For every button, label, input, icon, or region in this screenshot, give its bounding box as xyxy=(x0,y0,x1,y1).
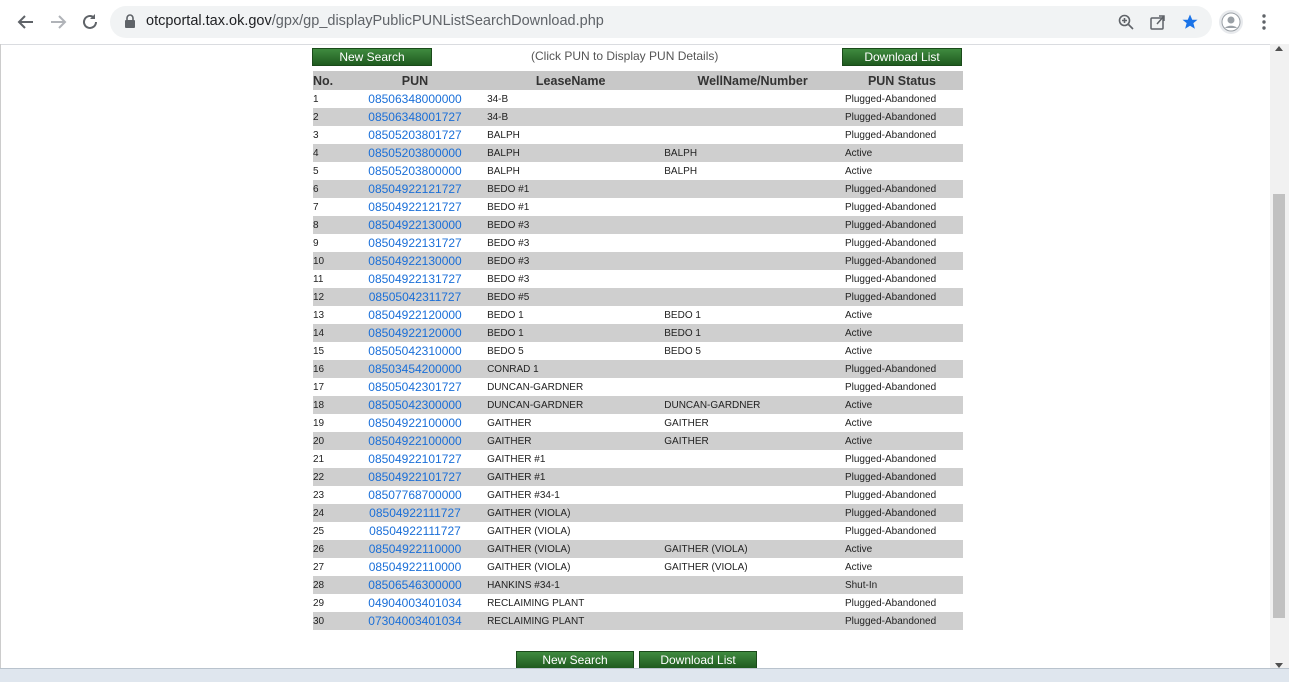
lease-name-cell: CONRAD 1 xyxy=(477,360,664,378)
row-number-cell: 28 xyxy=(313,576,353,594)
pun-link[interactable]: 08504922121727 xyxy=(368,182,462,196)
pun-link-cell xyxy=(353,576,477,594)
table-row xyxy=(313,108,963,126)
row-number-cell: 10 xyxy=(313,252,353,270)
pun-link-cell xyxy=(353,396,477,414)
pun-status-cell: Plugged-Abandoned xyxy=(844,525,937,537)
table-row xyxy=(313,234,963,252)
pun-link[interactable]: 08504922110000 xyxy=(368,560,462,574)
lease-name-cell: GAITHER (VIOLA) xyxy=(487,525,571,537)
row-number-cell: 22 xyxy=(313,468,353,486)
well-name-cell xyxy=(664,270,841,288)
well-name-cell xyxy=(664,360,841,378)
well-name-cell xyxy=(664,522,841,540)
lease-name-cell: HANKINS #34-1 xyxy=(477,576,664,594)
pun-status-cell: Active xyxy=(841,324,963,342)
row-number-cell: 29 xyxy=(313,597,325,609)
pun-link-cell xyxy=(353,450,477,468)
col-header-wellname: WellName/Number xyxy=(664,71,841,90)
pun-link[interactable]: 08505042301727 xyxy=(368,380,462,394)
table-row xyxy=(313,216,963,234)
table-row xyxy=(313,396,963,414)
table-row xyxy=(313,612,963,630)
well-name-cell xyxy=(664,450,841,468)
pun-status-cell: Plugged-Abandoned xyxy=(841,468,963,486)
pun-link[interactable]: 08505203800000 xyxy=(368,164,462,178)
row-number-cell: 3 xyxy=(313,129,319,141)
pun-link-cell xyxy=(353,504,477,522)
well-name-cell xyxy=(664,252,841,270)
row-number-cell: 9 xyxy=(313,237,319,249)
pun-link-cell xyxy=(353,252,477,270)
pun-link[interactable]: 08504922101727 xyxy=(368,470,462,484)
row-number-cell: 24 xyxy=(313,504,353,522)
pun-link-cell xyxy=(353,198,477,216)
lease-name-cell: GAITHER #1 xyxy=(477,468,664,486)
new-search-button[interactable]: New Search xyxy=(312,48,432,66)
pun-link[interactable]: 08504922101727 xyxy=(368,452,462,466)
forward-arrow-icon[interactable] xyxy=(46,10,70,34)
pun-status-cell: Active xyxy=(844,417,873,429)
pun-link-cell xyxy=(353,126,477,144)
pun-status-cell: Active xyxy=(844,309,873,321)
pun-link-cell xyxy=(353,180,477,198)
pun-link[interactable]: 08503454200000 xyxy=(368,362,462,376)
well-name-cell: GAITHER (VIOLA) xyxy=(664,561,748,573)
pun-link-cell xyxy=(353,558,477,576)
scroll-thumb[interactable] xyxy=(1273,194,1285,618)
col-header-leasename: LeaseName xyxy=(477,71,664,90)
os-taskbar xyxy=(0,668,1289,682)
row-number-cell: 8 xyxy=(313,216,353,234)
row-number-cell: 11 xyxy=(313,273,324,285)
table-row xyxy=(313,270,963,288)
lease-name-cell: GAITHER xyxy=(477,432,664,450)
table-row xyxy=(313,558,963,576)
row-number-cell: 18 xyxy=(313,396,353,414)
lock-icon xyxy=(124,14,136,33)
pun-status-cell: Plugged-Abandoned xyxy=(844,381,937,393)
lease-name-cell: BEDO #3 xyxy=(487,273,530,285)
lease-name-cell: GAITHER (VIOLA) xyxy=(487,561,571,573)
pun-status-cell: Plugged-Abandoned xyxy=(844,489,937,501)
table-row xyxy=(313,144,963,162)
well-name-cell xyxy=(664,234,841,252)
pun-link[interactable]: 08504922131727 xyxy=(368,272,462,286)
profile-avatar-icon[interactable] xyxy=(1219,10,1243,34)
pun-link[interactable]: 07304003401034 xyxy=(368,614,462,628)
pun-link-cell xyxy=(353,360,477,378)
table-header-row xyxy=(313,71,963,90)
well-name-cell xyxy=(664,486,841,504)
pun-link-cell xyxy=(353,270,477,288)
well-name-cell xyxy=(664,126,841,144)
lease-name-cell: BEDO #3 xyxy=(487,237,530,249)
pun-link[interactable]: 08504922130000 xyxy=(368,218,462,232)
pun-link[interactable]: 04904003401034 xyxy=(368,596,462,610)
click-pun-hint: (Click PUN to Display PUN Details) xyxy=(531,49,719,63)
pun-status-cell: Plugged-Abandoned xyxy=(844,453,937,465)
table-row xyxy=(313,360,963,378)
pun-status-cell: Plugged-Abandoned xyxy=(841,504,963,522)
pun-link[interactable]: 08507768700000 xyxy=(368,488,462,502)
pun-link[interactable]: 08505203801727 xyxy=(368,128,462,142)
row-number-cell: 30 xyxy=(313,612,353,630)
pun-table xyxy=(313,71,963,630)
pun-status-cell: Active xyxy=(844,165,873,177)
share-icon[interactable] xyxy=(1148,12,1168,32)
bottom-new-search-button[interactable]: New Search xyxy=(516,651,634,668)
row-number-cell: 15 xyxy=(313,345,325,357)
well-name-cell: BEDO 1 xyxy=(664,324,841,342)
pun-status-cell: Plugged-Abandoned xyxy=(844,597,937,609)
pun-status-cell: Active xyxy=(841,396,963,414)
lease-name-cell: GAITHER #34-1 xyxy=(487,489,560,501)
pun-status-cell: Shut-In xyxy=(841,576,963,594)
bottom-download-list-button[interactable]: Download List xyxy=(639,651,757,668)
table-row xyxy=(313,306,963,324)
row-number-cell: 26 xyxy=(313,540,353,558)
pun-link-cell xyxy=(353,468,477,486)
lease-name-cell: BALPH xyxy=(477,144,664,162)
table-row xyxy=(313,90,963,108)
pun-link-cell xyxy=(353,594,477,612)
row-number-cell: 21 xyxy=(313,453,325,465)
lease-name-cell: BEDO #3 xyxy=(477,252,664,270)
well-name-cell xyxy=(664,108,841,126)
well-name-cell xyxy=(664,90,841,108)
well-name-cell xyxy=(664,504,841,522)
pun-link-cell xyxy=(353,486,477,504)
well-name-cell: BEDO 1 xyxy=(664,309,701,321)
table-row xyxy=(313,414,963,432)
well-name-cell: BEDO 5 xyxy=(664,345,701,357)
lease-name-cell: GAITHER (VIOLA) xyxy=(477,504,664,522)
address-bar[interactable] xyxy=(110,6,1212,38)
pun-link[interactable]: 08505042310000 xyxy=(368,344,462,358)
pun-link[interactable]: 08504922100000 xyxy=(368,416,462,430)
col-header-pun-status: PUN Status xyxy=(841,71,963,90)
vertical-scrollbar[interactable] xyxy=(1270,44,1289,668)
table-row xyxy=(313,486,963,504)
pun-status-cell: Plugged-Abandoned xyxy=(844,273,937,285)
row-number-cell: 19 xyxy=(313,417,325,429)
url-text: otcportal.tax.ok.gov/gpx/gp_displayPublicPUNListSearchDownload.php xyxy=(146,13,604,29)
lease-name-cell: BEDO #1 xyxy=(487,201,530,213)
lease-name-cell: GAITHER #1 xyxy=(487,453,546,465)
well-name-cell xyxy=(664,612,841,630)
well-name-cell xyxy=(664,288,841,306)
pun-link[interactable]: 08504922130000 xyxy=(368,254,462,268)
table-row xyxy=(313,180,963,198)
table-row xyxy=(313,162,963,180)
pun-link[interactable]: 08506348000000 xyxy=(368,92,462,106)
table-row xyxy=(313,450,963,468)
lease-name-cell: 34-B xyxy=(487,93,509,105)
lease-name-cell: BEDO #1 xyxy=(477,180,664,198)
row-number-cell: 2 xyxy=(313,108,353,126)
page-viewport xyxy=(0,44,1271,668)
well-name-cell xyxy=(664,576,841,594)
lease-name-cell: BEDO 5 xyxy=(487,345,524,357)
well-name-cell xyxy=(664,198,841,216)
pun-status-cell: Active xyxy=(841,540,963,558)
scroll-up-arrow-icon[interactable] xyxy=(1275,46,1283,51)
pun-link-cell xyxy=(353,306,477,324)
well-name-cell: GAITHER xyxy=(664,432,841,450)
pun-link-cell xyxy=(353,216,477,234)
lease-name-cell: RECLAIMING PLANT xyxy=(477,612,664,630)
back-arrow-icon[interactable] xyxy=(14,10,38,34)
pun-status-cell: Plugged-Abandoned xyxy=(844,201,937,213)
pun-link-cell xyxy=(353,612,477,630)
row-number-cell: 5 xyxy=(313,165,319,177)
lease-name-cell: DUNCAN-GARDNER xyxy=(477,396,664,414)
browser-toolbar xyxy=(0,0,1289,45)
pun-link[interactable]: 08504922111727 xyxy=(369,506,461,520)
pun-link[interactable]: 08504922131727 xyxy=(368,236,462,250)
well-name-cell xyxy=(664,216,841,234)
pun-status-cell: Plugged-Abandoned xyxy=(844,237,937,249)
pun-link-cell xyxy=(353,234,477,252)
lease-name-cell: BEDO #3 xyxy=(477,216,664,234)
pun-link-cell xyxy=(353,414,477,432)
pun-status-cell: Plugged-Abandoned xyxy=(841,360,963,378)
pun-status-cell: Plugged-Abandoned xyxy=(844,129,937,141)
pun-link-cell xyxy=(353,90,477,108)
pun-link-cell xyxy=(353,342,477,360)
row-number-cell: 13 xyxy=(313,309,325,321)
row-number-cell: 1 xyxy=(313,93,319,105)
pun-link-cell xyxy=(353,432,477,450)
well-name-cell: BALPH xyxy=(664,165,698,177)
pun-link[interactable]: 08504922110000 xyxy=(368,542,462,556)
pun-status-cell: Plugged-Abandoned xyxy=(841,288,963,306)
pun-status-cell: Plugged-Abandoned xyxy=(841,612,963,630)
lease-name-cell: BALPH xyxy=(487,165,520,177)
pun-link-cell xyxy=(353,522,477,540)
pun-status-cell: Active xyxy=(841,144,963,162)
well-name-cell: BALPH xyxy=(664,144,841,162)
pun-link[interactable]: 08504922111727 xyxy=(369,524,461,538)
pun-link-cell xyxy=(353,144,477,162)
row-number-cell: 12 xyxy=(313,288,353,306)
lease-name-cell: BEDO 1 xyxy=(487,309,524,321)
pun-link-cell xyxy=(353,288,477,306)
pun-link[interactable]: 08505042311727 xyxy=(368,290,462,304)
pun-status-cell: Plugged-Abandoned xyxy=(841,108,963,126)
pun-link-cell xyxy=(353,540,477,558)
row-number-cell: 25 xyxy=(313,525,325,537)
well-name-cell xyxy=(664,468,841,486)
well-name-cell: GAITHER (VIOLA) xyxy=(664,540,841,558)
lease-name-cell: BEDO 1 xyxy=(477,324,664,342)
well-name-cell xyxy=(664,378,841,396)
menu-dots-icon[interactable] xyxy=(1252,10,1276,34)
lease-name-cell: GAITHER xyxy=(487,417,532,429)
pun-status-cell: Active xyxy=(844,561,873,573)
lease-name-cell: DUNCAN-GARDNER xyxy=(487,381,584,393)
row-number-cell: 20 xyxy=(313,432,353,450)
pun-status-cell: Plugged-Abandoned xyxy=(844,93,937,105)
table-row xyxy=(313,288,963,306)
table-row xyxy=(313,324,963,342)
table-row xyxy=(313,342,963,360)
table-row xyxy=(313,540,963,558)
pun-status-cell: Plugged-Abandoned xyxy=(841,252,963,270)
lease-name-cell: 34-B xyxy=(477,108,664,126)
bookmark-star-icon[interactable] xyxy=(1180,12,1200,32)
table-row xyxy=(313,468,963,486)
pun-status-cell: Active xyxy=(844,345,873,357)
table-row xyxy=(313,504,963,522)
row-number-cell: 7 xyxy=(313,201,319,213)
pun-link-cell xyxy=(353,162,477,180)
pun-status-cell: Plugged-Abandoned xyxy=(841,180,963,198)
row-number-cell: 17 xyxy=(313,381,325,393)
well-name-cell xyxy=(664,180,841,198)
pun-link-cell xyxy=(353,108,477,126)
col-header-pun: PUN xyxy=(353,71,477,90)
pun-link[interactable]: 08505203800000 xyxy=(368,146,462,160)
row-number-cell: 14 xyxy=(313,324,353,342)
table-row xyxy=(313,198,963,216)
well-name-cell: DUNCAN-GARDNER xyxy=(664,396,841,414)
table-row xyxy=(313,252,963,270)
lease-name-cell: BALPH xyxy=(487,129,520,141)
pun-link[interactable]: 08504922120000 xyxy=(368,326,462,340)
zoom-icon[interactable] xyxy=(1116,12,1136,32)
pun-link-cell xyxy=(353,378,477,396)
lease-name-cell: GAITHER (VIOLA) xyxy=(477,540,664,558)
table-row xyxy=(313,378,963,396)
row-number-cell: 23 xyxy=(313,489,325,501)
table-row xyxy=(313,522,963,540)
pun-link[interactable]: 08504922100000 xyxy=(368,434,462,448)
pun-status-cell: Plugged-Abandoned xyxy=(841,216,963,234)
lease-name-cell: RECLAIMING PLANT xyxy=(487,597,585,609)
row-number-cell: 27 xyxy=(313,561,325,573)
row-number-cell: 6 xyxy=(313,180,353,198)
pun-link[interactable]: 08504922120000 xyxy=(368,308,462,322)
pun-link[interactable]: 08504922121727 xyxy=(368,200,462,214)
table-row xyxy=(313,126,963,144)
download-list-button[interactable]: Download List xyxy=(842,48,962,66)
pun-link[interactable]: 08506348001727 xyxy=(368,110,462,124)
row-number-cell: 16 xyxy=(313,360,353,378)
well-name-cell: GAITHER xyxy=(664,417,709,429)
col-header-no: No. xyxy=(313,71,353,90)
row-number-cell: 4 xyxy=(313,144,353,162)
table-row xyxy=(313,432,963,450)
lease-name-cell: BEDO #5 xyxy=(477,288,664,306)
table-row xyxy=(313,594,963,612)
pun-status-cell: Active xyxy=(841,432,963,450)
pun-link[interactable]: 08505042300000 xyxy=(368,398,462,412)
well-name-cell xyxy=(664,594,841,612)
reload-icon[interactable] xyxy=(78,10,102,34)
pun-link-cell xyxy=(353,324,477,342)
pun-link[interactable]: 08506546300000 xyxy=(368,578,462,592)
table-row xyxy=(313,576,963,594)
